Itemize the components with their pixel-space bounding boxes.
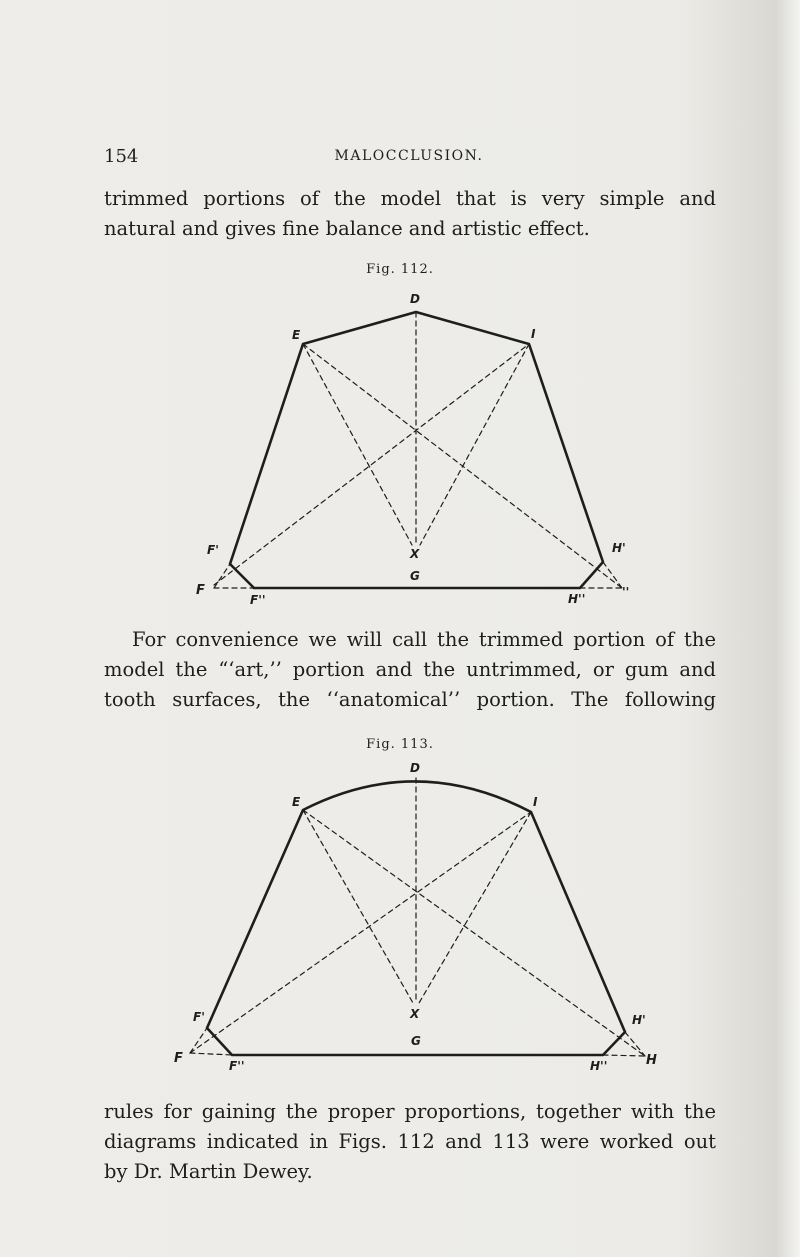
fig113-label-e: E: [292, 795, 301, 809]
fig113-label-g: G: [411, 1034, 421, 1048]
paragraph-2: [104, 625, 716, 715]
fig112-label-f: F: [196, 583, 205, 598]
fig113-label-d: D: [410, 761, 420, 775]
running-title: MALOCCLUSION.: [334, 148, 484, 164]
fig113-label-h: H: [646, 1053, 657, 1068]
fig112-diagonal-h: [303, 344, 622, 588]
fig113-label-h1: H': [632, 1013, 646, 1027]
fig113-diagonal-i: [419, 812, 531, 1003]
fig112-diagonal-e: [303, 344, 412, 545]
fig113-construction-h: [603, 1055, 645, 1056]
paragraph-1: [104, 184, 716, 244]
text-line: model the “‘art,’’ portion and the untrimmed, or gum and: [104, 658, 716, 681]
text-line: diagrams indicated in Figs. 112 and 113 were worked out: [104, 1130, 716, 1153]
fig113-label-i: I: [533, 795, 538, 809]
fig113-label-f: F: [174, 1051, 183, 1066]
figure-112-diagram: [0, 280, 800, 610]
fig112-label-h2: H'': [568, 592, 586, 606]
fig112-label-x: X: [410, 547, 420, 561]
text-line: rules for gaining the proper proportions, together with the: [104, 1100, 716, 1123]
fig112-label-e: E: [292, 328, 301, 342]
fig112-label-f1: F': [207, 543, 219, 557]
fig113-construction-f1: [190, 1028, 207, 1053]
fig113-diagonal-h: [303, 810, 645, 1056]
text-line: by Dr. Martin Dewey.: [104, 1160, 313, 1183]
fig112-construction-f1: [214, 564, 230, 588]
fig112-diagonal-i: [420, 344, 529, 545]
text-line: For convenience we will call the trimmed portion of the: [132, 628, 716, 651]
fig112-label-f2: F'': [250, 593, 266, 607]
text-line: trimmed portions of the model that is very simple and: [104, 187, 716, 210]
fig113-diagonal-f: [190, 812, 531, 1053]
page-number: 154: [104, 146, 139, 167]
fig113-label-f2: F'': [229, 1059, 245, 1073]
fig113-label-f1: F': [193, 1010, 205, 1024]
fig113-label-h2: H'': [590, 1059, 608, 1073]
paragraph-3: [104, 1097, 716, 1187]
fig112-label-i: I: [531, 327, 536, 341]
figure-113-caption: Fig. 113.: [366, 737, 434, 752]
text-line: tooth surfaces, the ‘‘anatomical’’ portion. The following: [104, 688, 716, 711]
running-head: [104, 146, 714, 170]
fig112-label-h: '': [622, 585, 630, 599]
figure-113-diagram: [0, 755, 800, 1085]
figure-112-caption: Fig. 112.: [366, 262, 434, 277]
fig113-label-x: X: [410, 1007, 420, 1021]
fig112-label-d: D: [410, 292, 420, 306]
text-line: natural and gives fine balance and artistic effect.: [104, 217, 590, 240]
fig113-construction-f: [190, 1053, 232, 1055]
fig112-label-h1: H': [612, 541, 626, 555]
fig112-diagonal-f: [214, 344, 529, 585]
fig112-label-g: G: [410, 569, 420, 583]
